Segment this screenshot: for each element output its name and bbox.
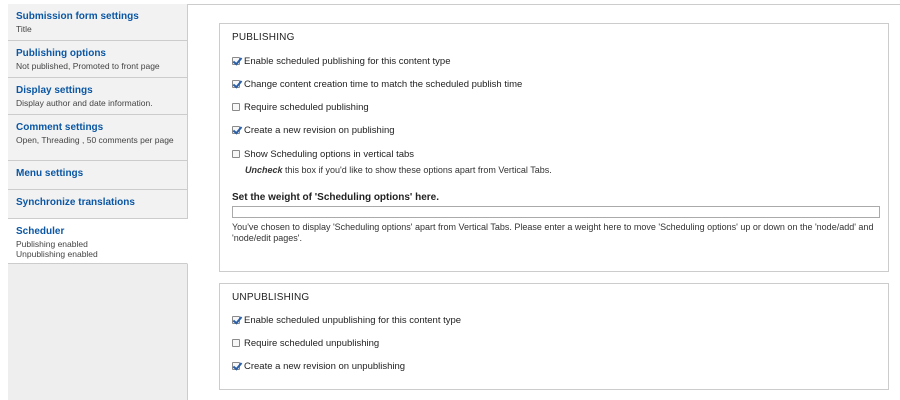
checkbox-label: Enable scheduled unpublishing for this content type xyxy=(244,314,462,326)
weight-description: You've chosen to display 'Scheduling options' apart from Vertical Tabs. Please enter a weight here to move 'Scheduling options' up or down on the 'node/add' and 'node/edit pages'. xyxy=(232,222,874,243)
checkbox-label: Require scheduled unpublishing xyxy=(244,337,380,349)
enable-scheduled-unpublishing-option[interactable] xyxy=(232,314,461,326)
content-top-border xyxy=(188,4,900,5)
vertical-tabs-description xyxy=(245,165,552,175)
checkbox-label: Change content creation time to match the scheduled publish time xyxy=(244,78,523,90)
tab-menu-settings[interactable] xyxy=(8,161,187,190)
checkbox[interactable] xyxy=(232,103,240,111)
tab-title: Display settings xyxy=(16,85,93,96)
checkbox[interactable] xyxy=(232,339,240,347)
checkbox[interactable] xyxy=(232,150,240,158)
tab-comment-settings[interactable] xyxy=(8,115,187,161)
change-creation-time-option[interactable] xyxy=(232,78,522,90)
weight-input[interactable] xyxy=(232,206,880,218)
vertical-tabs-menu xyxy=(8,4,188,400)
tab-summary: Publishing enabled xyxy=(16,239,88,249)
tab-scheduler[interactable] xyxy=(8,219,188,264)
tab-title: Comment settings xyxy=(16,122,104,133)
publishing-fieldset xyxy=(219,23,889,272)
checkbox[interactable] xyxy=(232,126,240,134)
checkbox[interactable] xyxy=(232,57,240,65)
create-revision-publishing-option[interactable] xyxy=(232,124,395,136)
tab-title: Menu settings xyxy=(16,168,84,179)
tab-display-settings[interactable] xyxy=(8,78,187,115)
tab-summary: Open, Threading , 50 comments per page xyxy=(16,135,174,145)
tab-title: Submission form settings xyxy=(16,11,139,22)
tab-summary-2: Unpublishing enabled xyxy=(16,249,98,259)
description-text: this box if you'd like to show these options apart from Vertical Tabs. xyxy=(282,165,552,175)
unpublishing-fieldset xyxy=(219,283,889,390)
unpublishing-legend: UNPUBLISHING xyxy=(232,292,310,303)
tab-publishing-options[interactable] xyxy=(8,41,187,78)
require-scheduled-publishing-option[interactable] xyxy=(232,101,369,113)
create-revision-unpublishing-option[interactable] xyxy=(232,360,405,372)
checkbox[interactable] xyxy=(232,316,240,324)
checkbox[interactable] xyxy=(232,362,240,370)
weight-field-title: Set the weight of 'Scheduling options' here. xyxy=(232,192,439,203)
checkbox-label: Enable scheduled publishing for this content type xyxy=(244,55,451,67)
tab-title: Synchronize translations xyxy=(16,197,135,208)
checkbox-label: Create a new revision on publishing xyxy=(244,124,395,136)
tab-submission-form-settings[interactable] xyxy=(8,4,187,41)
tab-synchronize-translations[interactable] xyxy=(8,190,187,219)
uncheck-emphasis: Uncheck xyxy=(245,165,283,175)
tab-title: Scheduler xyxy=(16,226,65,237)
require-scheduled-unpublishing-option[interactable] xyxy=(232,337,379,349)
tab-summary: Display author and date information. xyxy=(16,98,153,108)
publishing-legend: PUBLISHING xyxy=(232,32,295,43)
tab-title: Publishing options xyxy=(16,48,106,59)
tab-summary: Not published, Promoted to front page xyxy=(16,61,160,71)
tab-summary: Title xyxy=(16,24,32,34)
checkbox-label: Create a new revision on unpublishing xyxy=(244,360,406,372)
checkbox[interactable] xyxy=(232,80,240,88)
checkbox-label: Show Scheduling options in vertical tabs xyxy=(244,148,415,160)
vertical-tabs-option[interactable] xyxy=(232,148,414,160)
enable-scheduled-publishing-option[interactable] xyxy=(232,55,451,67)
checkbox-label: Require scheduled publishing xyxy=(244,101,369,113)
